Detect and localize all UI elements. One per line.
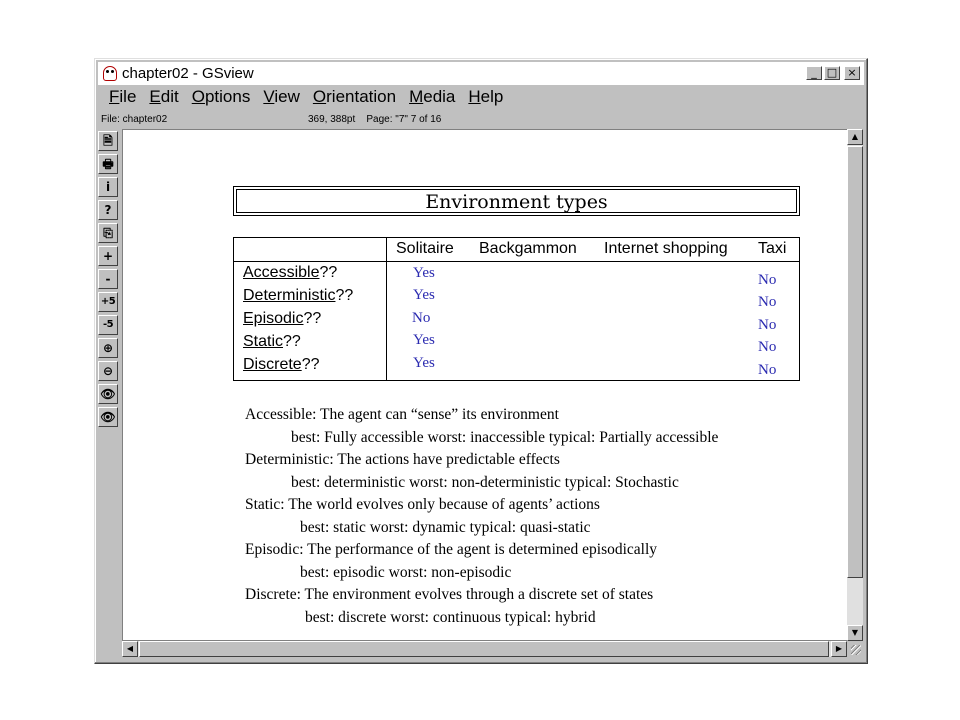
scroll-left-icon[interactable]: ◀	[122, 641, 138, 657]
show-page-icon[interactable]: 👁	[98, 407, 118, 427]
next-page-icon[interactable]: +	[98, 246, 118, 266]
status-coords-page: 369, 388pt Page: "7" 7 of 16	[308, 113, 442, 125]
menu-view[interactable]: View	[263, 87, 300, 106]
vertical-scrollbar[interactable]	[847, 129, 863, 641]
scroll-right-icon[interactable]: ▶	[831, 641, 847, 657]
taxi-discrete: No	[758, 362, 777, 378]
note-discrete-detail: best: discrete worst: continuous typical: hybrid	[305, 609, 596, 626]
note-deterministic: Deterministic: The actions have predictable effects	[245, 451, 560, 468]
solitaire-discrete: Yes	[413, 355, 435, 371]
menu-options[interactable]: Options	[191, 87, 251, 106]
maximize-button[interactable]: □	[824, 66, 840, 80]
note-static-detail: best: static worst: dynamic typical: quasi-static	[300, 519, 591, 536]
tool-strip	[98, 131, 120, 431]
col-backgammon: Backgammon	[479, 240, 577, 257]
row-discrete: Discrete??	[243, 356, 320, 373]
taxi-accessible: No	[758, 272, 777, 288]
solitaire-static: Yes	[413, 332, 435, 348]
note-discrete: Discrete: The environment evolves through a discrete set of states	[245, 586, 654, 603]
document-viewport[interactable]	[122, 129, 848, 641]
col-taxi: Taxi	[758, 240, 787, 257]
scroll-up-icon[interactable]: ▲	[847, 129, 863, 145]
print-icon[interactable]: 🖶	[98, 154, 118, 174]
window-title: chapter02 - GSview	[122, 65, 254, 82]
col-solitaire: Solitaire	[396, 240, 454, 257]
menu-file[interactable]: File	[109, 87, 137, 106]
gsview-window	[94, 58, 868, 664]
prev-page-icon[interactable]: -	[98, 269, 118, 289]
horizontal-scrollbar[interactable]	[122, 641, 847, 657]
note-episodic: Episodic: The performance of the agent is determined episodically	[245, 541, 658, 558]
note-accessible: Accessible: The agent can “sense” its environment	[245, 406, 559, 423]
status-file: File: chapter02	[101, 113, 168, 125]
goto-page-icon[interactable]: ⎘	[98, 223, 118, 243]
title-bar[interactable]	[98, 62, 864, 85]
minimize-button[interactable]: _	[806, 66, 822, 80]
vertical-scroll-thumb[interactable]	[847, 146, 863, 578]
close-button[interactable]: ×	[844, 66, 860, 80]
col-internet-shopping: Internet shopping	[604, 240, 728, 257]
menu-help[interactable]: Help	[468, 87, 504, 106]
row-accessible: Accessible??	[243, 264, 338, 281]
taxi-deterministic: No	[758, 294, 777, 310]
skip-forward-icon[interactable]: +5	[98, 292, 118, 312]
slide-title-box	[233, 186, 800, 216]
note-accessible-detail: best: Fully accessible worst: inaccessible typical: Partially accessible	[291, 429, 719, 446]
solitaire-deterministic: Yes	[413, 287, 435, 303]
info-icon[interactable]: i	[98, 177, 118, 197]
note-deterministic-detail: best: deterministic worst: non-deterministic typical: Stochastic	[291, 474, 679, 491]
gsview-ghost-icon	[102, 66, 118, 82]
menu-media[interactable]: Media	[409, 87, 456, 106]
slide-title: Environment types	[236, 189, 797, 213]
note-static: Static: The world evolves only because of agents’ actions	[245, 496, 600, 513]
horizontal-scroll-thumb[interactable]	[139, 641, 829, 657]
solitaire-episodic: No	[412, 310, 431, 326]
resize-grip-icon[interactable]	[847, 641, 863, 657]
note-episodic-detail: best: episodic worst: non-episodic	[300, 564, 512, 581]
zoom-out-icon[interactable]: ⊖	[98, 361, 118, 381]
status-line	[98, 111, 864, 127]
menu-orientation[interactable]: Orientation	[312, 87, 397, 106]
row-static: Static??	[243, 333, 301, 350]
taxi-episodic: No	[758, 317, 777, 333]
menu-bar	[98, 85, 864, 109]
zoom-in-icon[interactable]: ⊕	[98, 338, 118, 358]
row-deterministic: Deterministic??	[243, 287, 354, 304]
show-text-icon[interactable]: 👁	[98, 384, 118, 404]
menu-edit[interactable]: Edit	[149, 87, 179, 106]
row-episodic: Episodic??	[243, 310, 322, 327]
solitaire-accessible: Yes	[413, 265, 435, 281]
environment-table	[233, 237, 800, 381]
taxi-static: No	[758, 339, 777, 355]
scroll-down-icon[interactable]: ▼	[847, 625, 863, 641]
help-icon[interactable]: ?	[98, 200, 118, 220]
skip-back-icon[interactable]: -5	[98, 315, 118, 335]
open-icon[interactable]: 🗎	[98, 131, 118, 151]
